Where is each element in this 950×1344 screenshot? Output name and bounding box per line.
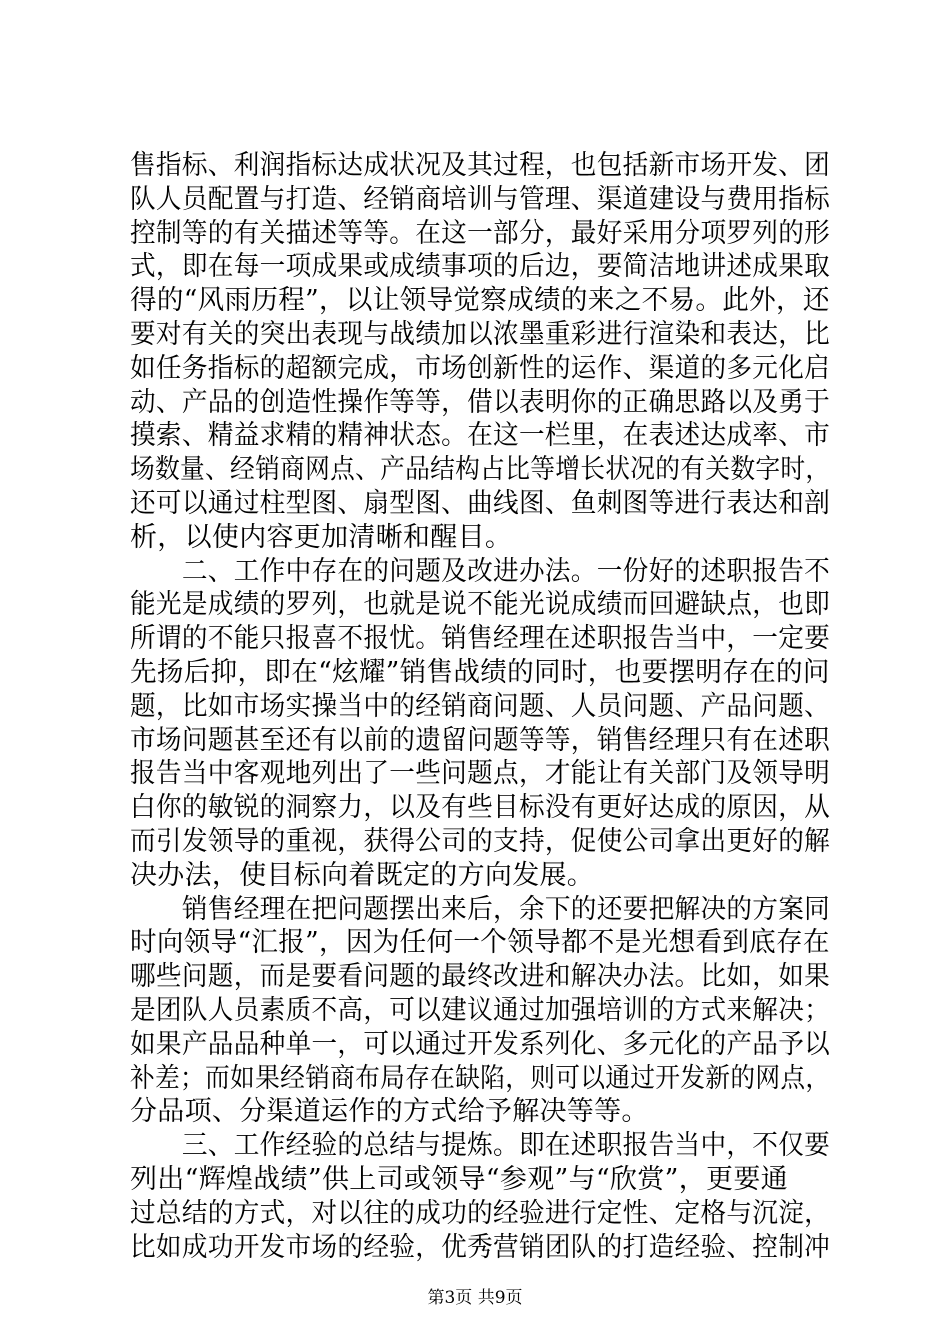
text-line: 市场问题甚至还有以前的遗留问题等等，销售经理只有在述职 bbox=[130, 724, 831, 756]
text-line: 列出“辉煌战绩”供上司或领导“参观”与“欣赏”，更要通 bbox=[130, 1163, 788, 1195]
text-line: 三、工作经验的总结与提炼。即在述职报告当中，不仅要 bbox=[130, 1130, 831, 1162]
text-line: 还可以通过柱型图、扇型图、曲线图、鱼刺图等进行表达和剖 bbox=[130, 487, 831, 519]
text-line: 时向领导“汇报”，因为任何一个领导都不是光想看到底存在 bbox=[130, 927, 830, 959]
text-line: 二、工作中存在的问题及改进办法。一份好的述职报告不 bbox=[130, 555, 831, 587]
text-line: 能光是成绩的罗列，也就是说不能光说成绩而回避缺点，也即 bbox=[130, 589, 831, 621]
text-line: 决办法，使目标向着既定的方向发展。 bbox=[130, 859, 595, 891]
text-line: 售指标、利润指标达成状况及其过程，也包括新市场开发、团 bbox=[130, 150, 831, 181]
text-line: 报告当中客观地列出了一些问题点，才能让有关部门及领导明 bbox=[130, 758, 831, 790]
text-line: 白你的敏锐的洞察力，以及有些目标没有更好达成的原因，从 bbox=[130, 792, 831, 824]
text-line: 场数量、经销商网点、产品结构占比等增长状况的有关数字时， bbox=[130, 454, 831, 486]
text-line: 摸索、精益求精的精神状态。在这一栏里，在表述达成率、市 bbox=[130, 420, 831, 452]
text-line: 控制等的有关描述等等。在这一部分，最好采用分项罗列的形 bbox=[130, 217, 831, 249]
text-line: 题，比如市场实操当中的经销商问题、人员问题、产品问题、 bbox=[130, 690, 831, 722]
text-line: 式，即在每一项成果或成绩事项的后边，要简洁地讲述成果取 bbox=[130, 251, 831, 283]
text-line: 哪些问题，而是要看问题的最终改进和解决办法。比如，如果 bbox=[130, 961, 831, 993]
text-line: 分品项、分渠道运作的方式给予解决等等。 bbox=[130, 1096, 649, 1128]
text-line: 而引发领导的重视，获得公司的支持，促使公司拿出更好的解 bbox=[130, 825, 831, 857]
text-line: 析，以使内容更加清晰和醒目。 bbox=[130, 521, 513, 553]
text-line: 过总结的方式，对以往的成功的经验进行定性、定格与沉淀， bbox=[130, 1197, 831, 1229]
text-line: 如任务指标的超额完成，市场创新性的运作、渠道的多元化启 bbox=[130, 352, 831, 384]
text-line: 动、产品的创造性操作等等，借以表明你的正确思路以及勇于 bbox=[130, 386, 831, 418]
text-line: 得的“风雨历程”，以让领导觉察成绩的来之不易。此外，还 bbox=[130, 285, 830, 317]
page-footer: 第3页 共9页 bbox=[427, 1288, 523, 1308]
text-line: 要对有关的突出表现与战绩加以浓墨重彩进行渲染和表达，比 bbox=[130, 318, 831, 350]
text-line: 如果产品品种单一，可以通过开发系列化、多元化的产品予以 bbox=[130, 1028, 831, 1060]
text-line: 队人员配置与打造、经销商培训与管理、渠道建设与费用指标 bbox=[130, 183, 831, 215]
body-text bbox=[130, 149, 830, 1264]
text-line: 先扬后抑，即在“炫耀”销售战绩的同时，也要摆明存在的问 bbox=[130, 656, 830, 688]
text-line: 是团队人员素质不高，可以建议通过加强培训的方式来解决； bbox=[130, 994, 831, 1026]
text-line: 比如成功开发市场的经验，优秀营销团队的打造经验、控制冲 bbox=[130, 1231, 831, 1263]
text-line: 补差；而如果经销商布局存在缺陷，则可以通过开发新的网点， bbox=[130, 1062, 831, 1094]
text-line: 所谓的不能只报喜不报忧。销售经理在述职报告当中，一定要 bbox=[130, 623, 831, 655]
text-line: 销售经理在把问题摆出来后，余下的还要把解决的方案同 bbox=[130, 893, 831, 925]
